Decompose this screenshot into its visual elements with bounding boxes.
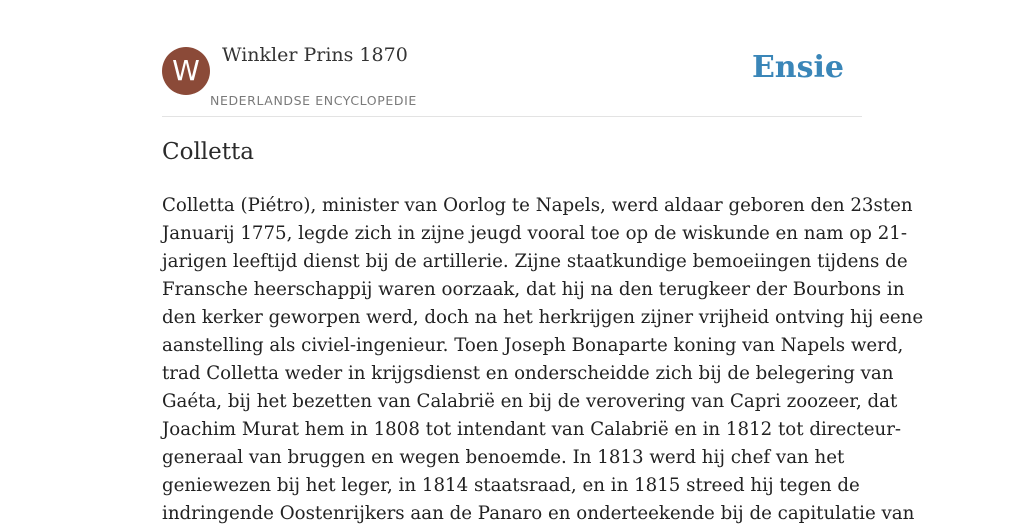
body-line: Fransche heerschappij waren oorzaak, dat hij na den terugkeer der Bourbons in bbox=[162, 279, 905, 300]
body-line: Januarij 1775, legde zich in zijne jeugd vooral toe op de wiskunde en nam op 21- bbox=[162, 223, 907, 244]
body-line: Joachim Murat hem in 1808 tot intendant van Calabrië en in 1812 tot directeur- bbox=[162, 419, 902, 440]
body-line: Colletta (Piétro), minister van Oorlog te Napels, werd aldaar geboren den 23sten bbox=[162, 195, 913, 216]
source-header bbox=[162, 0, 862, 117]
source-avatar[interactable]: W bbox=[162, 47, 210, 95]
body-line: Gaéta, bij het bezetten van Calabrië en bij de verovering van Capri zoozeer, dat bbox=[162, 391, 898, 412]
entry-title: Colletta bbox=[162, 139, 254, 165]
body-line: geniewezen bij het leger, in 1814 staatsraad, en in 1815 streed hij tegen de bbox=[162, 475, 860, 496]
source-title[interactable]: Winkler Prins 1870 bbox=[222, 44, 408, 66]
body-line: den kerker geworpen werd, doch na het herkrijgen zijner vrijheid ontving hij eene bbox=[162, 307, 924, 328]
body-line: trad Colletta weder in krijgsdienst en onderscheidde zich bij de belegering van bbox=[162, 363, 894, 384]
ensie-logo[interactable]: Ensie bbox=[751, 50, 844, 85]
body-line: generaal van bruggen en wegen benoemde. In 1813 werd hij chef van het bbox=[162, 447, 845, 468]
body-line: indringende Oostenrijkers aan de Panaro en onderteekende bij de capitulatie van bbox=[162, 503, 915, 524]
entry-body bbox=[162, 192, 924, 528]
page bbox=[162, 0, 924, 524]
body-line: aanstelling als civiel-ingenieur. Toen Joseph Bonaparte koning van Napels werd, bbox=[162, 335, 904, 356]
source-subtitle: NEDERLANDSE ENCYCLOPEDIE bbox=[210, 93, 417, 108]
body-line: jarigen leeftijd dienst bij de artillerie. Zijne staatkundige bemoeiingen tijdens de bbox=[162, 251, 908, 272]
